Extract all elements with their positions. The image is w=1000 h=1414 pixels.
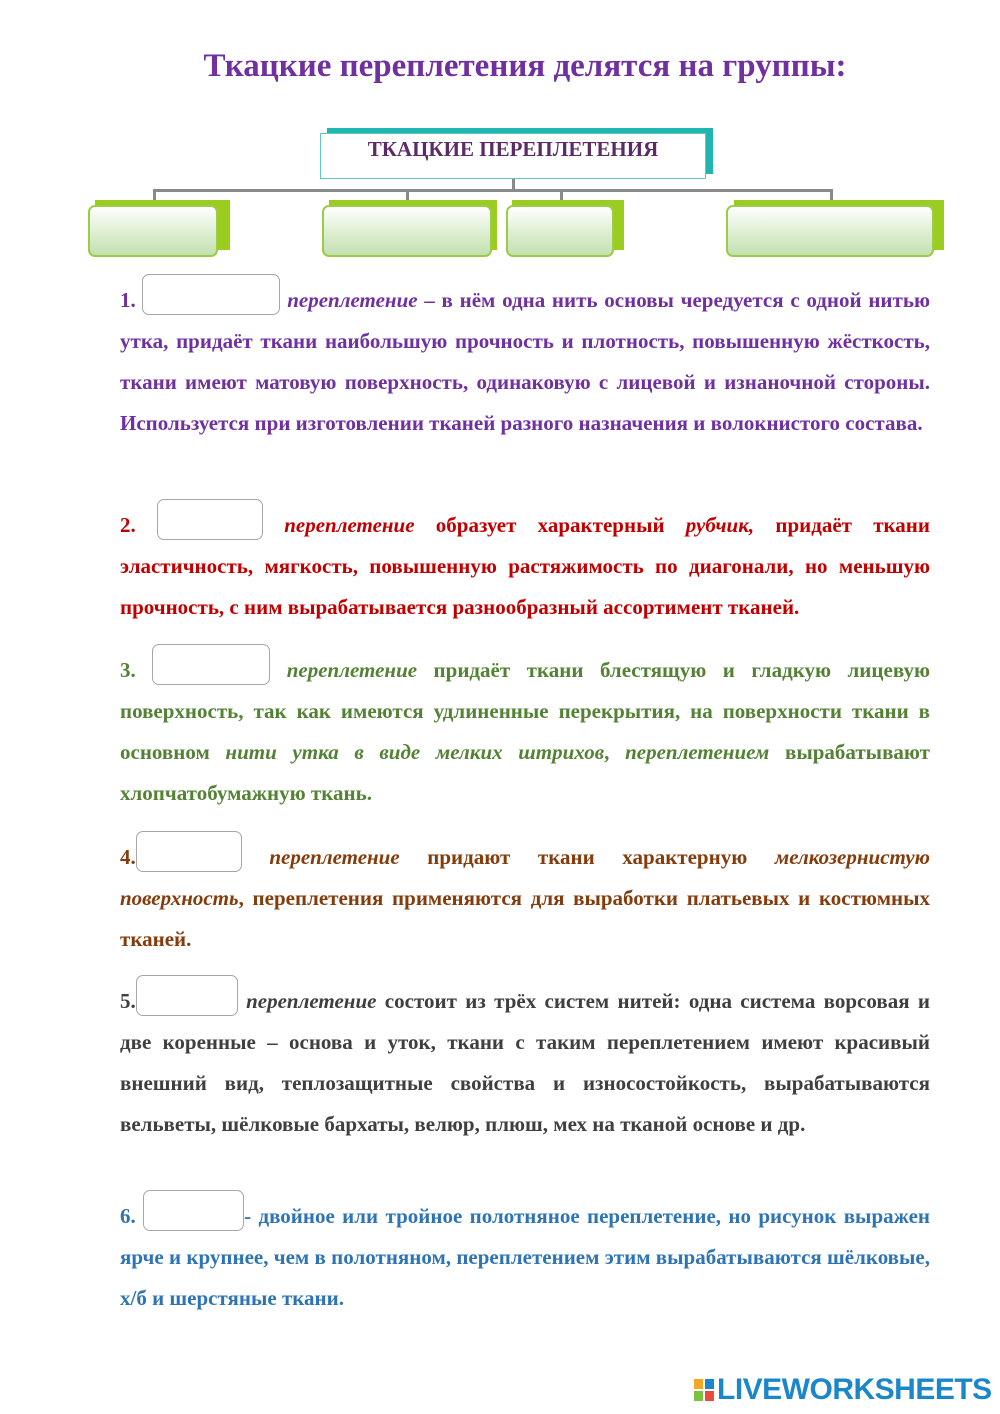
- item-text-italic: переплетение: [246, 989, 377, 1013]
- item-text-italic: переплетение: [284, 513, 415, 537]
- diagram-answer-box-2[interactable]: [322, 205, 492, 257]
- answer-input-3[interactable]: [152, 644, 270, 685]
- answer-input-2[interactable]: [157, 499, 263, 540]
- item-text-italic: переплетением: [625, 740, 770, 764]
- diagram-answer-box-1[interactable]: [88, 205, 218, 257]
- brand-name: LIVEWORKSHEETS: [717, 1373, 992, 1406]
- item-text-italic: переплетение: [287, 288, 418, 312]
- answer-input-4[interactable]: [136, 831, 242, 872]
- answer-input-5[interactable]: [136, 975, 238, 1016]
- item-text-italic: мелкозернистую поверхность: [120, 845, 930, 910]
- item-5: [120, 981, 930, 1145]
- item-text: , переплетения применяются для выработки платьевых и костюмных тканей.: [120, 886, 930, 951]
- item-text-italic: рубчик,: [685, 513, 755, 537]
- item-6: [120, 1196, 930, 1319]
- item-text-italic: нити утка в виде мелких штрихов: [225, 740, 605, 764]
- liveworksheets-brand: [694, 1370, 992, 1410]
- item-4: [120, 837, 930, 960]
- item-number: 5.: [120, 989, 136, 1013]
- liveworksheets-logo-icon: [694, 1379, 714, 1401]
- diagram-answer-box-4[interactable]: [726, 205, 934, 257]
- item-text-italic: переплетение: [269, 845, 400, 869]
- item-text: придаёт ткани эластичность, мягкость, повышенную растяжимость по диагонали, но меньшую прочность, с ним вырабатывается разнообразный ассортимент тканей.: [120, 513, 930, 619]
- item-2: [120, 505, 930, 628]
- answer-input-1[interactable]: [142, 274, 280, 315]
- item-number: 1.: [120, 288, 136, 312]
- weave-types-diagram: [0, 0, 1000, 270]
- item-text: состоит из трёх систем нитей: одна система ворсовая и две коренные – основа и уток, ткани с таким переплетением имеют красивый внешний вид, теплозащитные свойства и износостойкость, вырабатываются вельветы, шёлковые бархаты, велюр, плюш, мех на тканой основе и др.: [120, 989, 930, 1136]
- answer-input-6[interactable]: [143, 1190, 244, 1231]
- diagram-root-box: ТКАЦКИЕ ПЕРЕПЛЕТЕНИЯ: [320, 133, 706, 179]
- item-1: [120, 280, 930, 444]
- item-3: [120, 650, 930, 814]
- item-text-italic: переплетение: [286, 658, 418, 682]
- item-number: 2.: [120, 513, 136, 537]
- item-text: – в нём одна нить основы чередуется с одной нитью утка, придаёт ткани наибольшую прочность и плотность, повышенную жёсткость, ткани имеют матовую поверхность, одинаковую с лицевой и изнаночной стороны. Используется при изготовлении тканей разного назначения и волокнистого состава.: [120, 288, 930, 435]
- page-title: Ткацкие переплетения делятся на группы:: [203, 48, 847, 84]
- connector-horizontal: [153, 189, 833, 192]
- item-text: придают ткани характерную: [399, 845, 775, 869]
- item-text: образует характерный: [414, 513, 686, 537]
- item-number: 4.: [120, 845, 136, 869]
- item-number: 6.: [120, 1204, 136, 1228]
- item-number: 3.: [120, 658, 136, 682]
- diagram-answer-box-3[interactable]: [506, 205, 614, 257]
- item-text: вырабатывают хлопчатобумажную ткань.: [120, 740, 930, 805]
- item-text: ,: [604, 740, 626, 764]
- item-text: - двойное или тройное полотняное переплетение, но рисунок выражен ярче и крупнее, чем в полотняном, переплетением этим вырабатываются шёлковые, х/б и шерстяные ткани.: [120, 1204, 931, 1310]
- item-text: придаёт ткани блестящую и гладкую лицевую поверхность, так как имеются удлиненные перекрытия, на поверхности ткани в основном: [120, 658, 931, 764]
